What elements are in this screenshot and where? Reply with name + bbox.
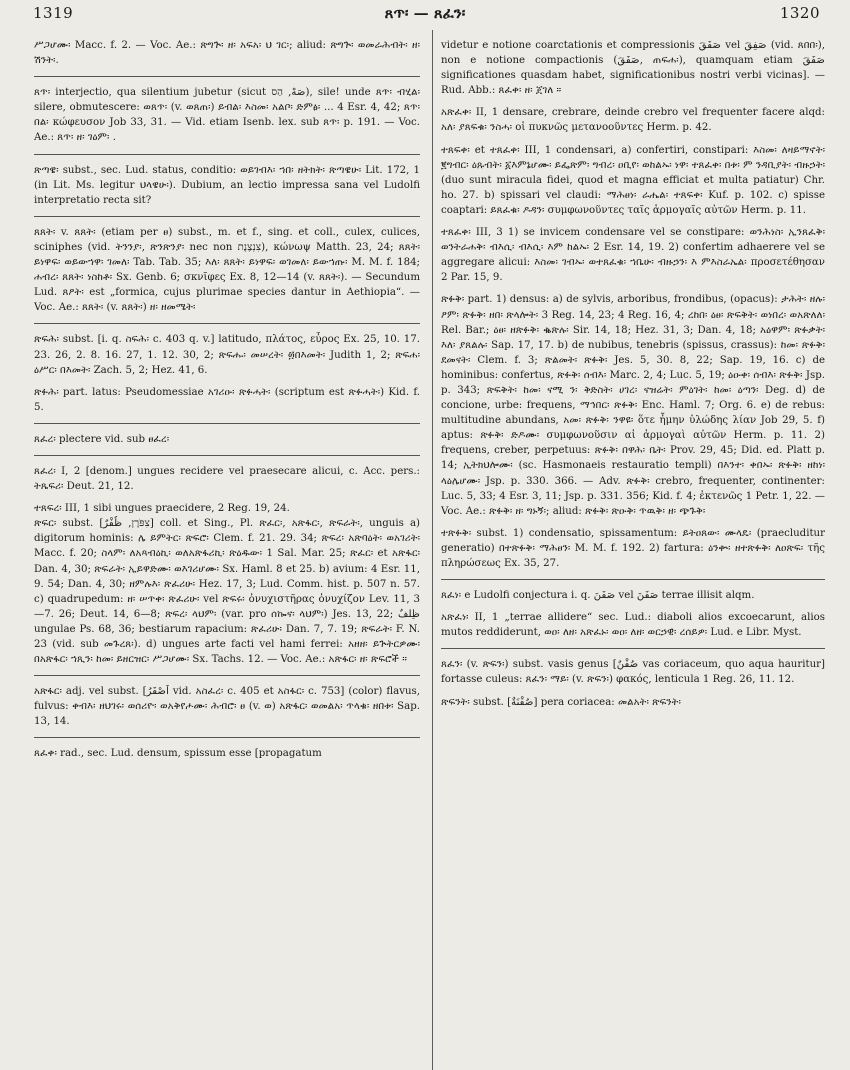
entry-separator-rule (34, 455, 420, 456)
entry-separator-rule (34, 216, 420, 217)
dictionary-entry: አጽፋር፡ adj. vel subst. [اَصْفَرُ vid. አስፈረ፡ c. 405 et አስፋር፡ c. 753] (color) flavus, fulvus: ቀብእ፡ ዘህገሩ፡ ወሰሪዮ፡ ወአቅየሖሙ፡ ሕብሮ፡ ፀ (v. ወ) አጽፋር፡ ወመልአ፡ ጥላቁ፡ ዘበቱ፡ Sap. 13, 14. (34, 686, 420, 728)
dictionary-entry: ጸፈረ፡ I, 2 [denom.] ungues recidere vel praesecare alicui, c. Acc. pers.: ትጼፍሪ፡ Deut. 21, 12. (34, 465, 420, 493)
dictionary-entry: ጽፍር፡ subst. [צִפֹּרֶן, ظُفْرٌ] coll. et Sing., Pl. ጽፈር፡, አጽፋር፡, ጽፍራት፡, unguis a) digitorum hominis: ሌ ይምትር፡ ጽፍሮ፡ Clem. f. 21. 29. 34; ጽፍረ፡ አጽባዕት፡ ወአገሪት፡ Macc. f. 20; ስላም፡ ለአጻብዕኪ፡ ወለአጽፋሪኪ፡ ጽዕዱው፡ 1 Sal. Mar. 25; ጽፈር፡ et አጽፋር፡ Dan. 4, 30; ጽፍራት፡ ኢይዋድሙ፡ ወእገሪሆሙ፡ Sx. Haml. 8 et 25. b) avium: 4 Esr. 11, 9. 54; Dan. 4, 30; ዘምሉእ፡ ጽፈሪሁ፡ Hez. 17, 3; Lud. Comm. hist. p. 507 n. 57. c) quadrupedum: ዘ፡ ሠጥቀ፡ ጽፈሪሁ፡ vel ጽፍሩ፡ ὀνυχιστῆρας ὀνυχίζον Lev. 11, 3—7. 26; Deut. 14, 6—8; ጽፍረ፡ ላህም፡ (var. pro ሰኰና፡ ላህም፡) Jes. 13, 22; ظِلفٌ ungulae Ps. 68, 36; bestiarum rapacium: ጽፈሪሁ፡ Dan. 7, 7. 19; ጽፍራት፡ F. N. 23 (vid. sub መጉረጸ፡). d) ungues arte facti vel hami ferrei: አዘዘ፡ ይጕትርዎሙ፡ በአጽፋር፡ ኀጺን፡ ከመ፡ ይዘርዝር፡ ሥጋሆሙ፡ Sx. Tachs. 12. — Voc. Ae.: አጽፋር፡ ዘ፡ ጽፍሮች ። (34, 518, 420, 666)
left-column (34, 38, 420, 762)
dictionary-entry: ጸጥ፡ interjectio, qua silentium jubetur (sicut صَهْ, הַס), sile! unde ጸጥ፡ ብሂል፡ silere, obmutescere: ወጸጥ፡ (v. ወጸጠ፡) ይብል፡ እስመ፡ አልቦ፡ ድምፅ፡ ... 4 Esr. 4, 42; ጸጥ፡ በል፡ κώφευσον Job 33, 31. — Vid. etiam Isenb. lex. sub ጸጥ፡ p. 191. — Voc. Ae.: ጸጥ፡ ዘ፡ ገዕም፡ . (34, 87, 420, 144)
entry-separator-rule (34, 737, 420, 738)
entry-separator-rule (441, 648, 825, 649)
dictionary-entry: ጽፉሕ፡ part. latus: Pseudomessiae አገሪዑ፡ ጽፉሓት፡ (scriptum est ጽፉሓት፡) Kid. f. 5. (34, 386, 420, 413)
entry-separator-rule (34, 323, 420, 324)
entry-separator-rule (441, 579, 825, 580)
dictionary-entry: ተጸፈቀ፡ III, 3 1) se invicem condensare vel se constipare: ወንሕነስ፡ ኢንጸፈቅ፡ ወንትራሐቅ፡ ብእሲ፡ ብእሲ፡ እም ከልኡ፡ 2 Esr. 14, 19. 2) confertim adhaerere vel se aggregare alicui: እስመ፡ ገብኡ፡ ወተጸፈቁ፡ ኀቤሁ፡ ብዙኃን፡ እ ምእስራኤል፡ προσετέθησαν 2 Par. 15, 9. (441, 227, 825, 284)
dictionary-entry: ጽጣዌ፡ subst., sec. Lud. status, conditio: ወይገብእ፡ ኀበ፡ ዘትክት፡ ጽጣዌሁ፡ Lit. 172, 1 (in Lit. Ms. legitur ህላዌሁ፡). Dubium, an lectio impressa sana vel Ludolfi interpretatio recta sit? (34, 164, 420, 206)
dictionary-entry: ጸፈቀ፡ rad., sec. Lud. densum, spissum esse [propagatum (34, 748, 322, 760)
dictionary-entry: videtur e notione coarctationis et compressionis صَفَقَ vel صَفِقَ (vid. ጸበበ፡), non e notione compactionis (صَفَقَ, ጠፍሐ፡), quamquam etiam صَفَقَ significationes quasdam habet, significationibus nostri verbi vicinas]. — Rud. Abb.: ጸፈቀ፡ ዘ፡ ጀገለ ። (441, 40, 825, 97)
dictionary-entry: ጸፈነ፡ e Ludolfi conjectura i. q. صَفَنَ vel صَفَنَ terrae illisit alqm. (441, 590, 755, 602)
dictionary-entry: ጽፉቅ፡ part. 1) densus: a) de sylvis, arboribus, frondibus, (opacus): ታሕት፡ ዘሉ፡ ዖም፡ ጽፉቅ፡ ዘበ፡ ጽላሎት፡ 3 Reg. 14, 23; 4 Reg. 16, 4; ረከበ፡ ዕፀ፡ ጽፍቅት፡ ወነበረ፡ ወአጽለለ፡ Rel. Bar.; ዕፀ፡ ዘጽፉቅ፡ ቈጽሉ፡ Sir. 14, 18; Hez. 31, 3; Dan. 4, 18; አዕዋም፡ ጽፉቃት፡ እለ፡ ያጸልሉ፡ Sap. 17, 17. b) de nubibus, tenebris (spissus, crassus): ከመ፡ ጽፉቅ፡ ደመናት፡ Clem. f. 3; ጽልመት፡ ጽፉቅ፡ Jes. 5, 30. 8, 22; Sap. 19, 16. c) de hominibus: confertus, ጽፉቅ፡ ሰብእ፡ Marc. 2, 4; Luc. 5, 19; ዕዑቀ፡ ሰብእ፡ ጽፉቅ፡ Jsp. p. 343; ጽፍቅት፡ ከመ፡ ናሚ ን፡ ቅድስት፡ ሀገረ፡ ናዝሬት፡ ምዕገት፡ ከመ፡ ዕጣን፡ Deg. d) de concione, urbe: frequens, ማኅበር፡ ጽፉቅ፡ Enc. Haml. 7; Org. 6. e) de rebus: multitudine abundans, አመ፡ ጽፉቅ፡ ንዋዩ፡ ὅτε ἦμην ὑλώδης λίαν Job 29, 5. f) aptus: ጽፉቅ፡ ድዶሙ፡ συμφωνοῦσιν αἱ ἁρμογαὶ αὐτῶν Herm. p. 11. 2) frequens, creber, perpetuus: ጽፉቅ፡ በዋሕ፡ ቤት፡ Prov. 29, 45; Did. ed. Platt p. 14; ኢትክህሎሙ፡ (sc. Hasmonaeis restauratio templi) በእንተ፡ ቀበኡ፡ ጽፉቅ፡ ዘከነ፡ ላዕሌሆሙ፡ Jsp. p. 330. 366. — Adv. ጽፉቅ፡ crebro, frequenter, continenter: Luc. 5, 33; 4 Esr. 3, 11; Jsp. p. 331. 356; Kid. f. 4; ἐκτενῶς 1 Petr. 1, 22. — Voc. Ae.: ጽፉቅ፡ ዘ፡ ግኑኝ፡; aliud: ጽፉቅ፡ ጽዑቅ፡ ጥዉቅ፡ ዘ፡ ጭጉቅ፡ (441, 294, 825, 517)
dictionary-entry: ሥጋሆሙ፡ Macc. f. 2. — Voc. Ae.: ጽግጕ፡ ዘ፡ አፍአ፡ ህ ገር፡; aliud: ጽግጕ፡ ወመራሕብት፡ ዘ፡ ሽንት፡. (34, 40, 420, 67)
entry-separator-rule (34, 675, 420, 676)
dictionary-entry: ተጸፍረ፡ III, 1 sibi ungues praecidere, 2 Reg. 19, 24. (34, 503, 290, 515)
dictionary-entry: አጽፈነ፡ II, 1 „terrae allidere“ sec. Lud.: diaboli alios excoecarunt, alios mutos reddiderunt, ወዐ፡ ለዘ፡ አጽፈኑ፡ ወዐ፡ ለዘ፡ ወርኃዊ፡ ረሰይዎ፡ Lud. e Libr. Myst. (441, 612, 825, 639)
entry-separator-rule (34, 423, 420, 424)
dictionary-entry: ጸፈን፡ (v. ጽፍን፡) subst. vasis genus [صُفْنٌ vas coriaceum, quo aqua hauritur] fortasse culeus: ጸፈን፡ ማይ፡ (v. ጽፍን፡) φακός, lenticula 1 Reg. 26, 11. 12. (441, 659, 825, 686)
dictionary-entry: አጽፈቀ፡ II, 1 densare, crebrare, deinde crebro vel frequenter facere alqd: አለ፡ ያጸፍቁ፡ ንስሓ፡ οἱ πυκνῶς μετανοοῦντες Herm. p. 42. (441, 107, 825, 134)
page-number-left: 1319 (33, 4, 74, 22)
page-number-right: 1320 (779, 4, 820, 22)
entry-separator-rule (34, 76, 420, 77)
right-column (441, 38, 825, 710)
dictionary-entry: ጽፍንት፡ subst. [صُفْنَةٌ] pera coriacea: መልአት፡ ጽፍንት፡ (441, 696, 681, 708)
dictionary-entry: ተጽፉቅ፡ subst. 1) condensatio, spissamentum: ይትዐጸው፡ ሙላዴ፡ (praecluditur generatio) በተጽፉቅ፡ ማሕፀን፡ M. M. f. 192. 2) fartura: ዕንቍ፡ ዘተጽፉቅ፡ ለዐጽፍ፡ τῆς πληρώσεως Ex. 35, 27. (441, 527, 825, 569)
column-divider (432, 30, 433, 1070)
dictionary-entry: ጸጸት፡ v. ጸጸት፡ (etiam per ፀ) subst., m. et f., sing. et coll., culex, culices, sciniphes (vid. ትንንያ፡, ጽንጽንያ፡ nec non צִנְצֶנֶת), κώνωψ Matth. 23, 24; ጸጸት፡ ይነዋፍ፡ ወይውኀዋ፡ ገመለ፡ Tab. Tab. 35; እለ፡ ጸጸት፡ ይነዋፍ፡ ወገመለ፡ ይውኀጡ፡ M. M. f. 184; ሐብረ፡ ጸጸት፡ ነስከቶ፡ Sx. Genb. 6; σκνῖφες Ex. 8, 12—14 (v. ጸጸት፡). — Secundum Lud. ጸዖት፡ est „formica, cujus plurimae species dantur in Aethiopia“. — Voc. Ae.: ጸጸት፡ (v. ጸጸት፡) ዘ፡ ዘመሜት፡ (34, 226, 420, 314)
dictionary-entry: ጽፍሕ፡ subst. [i. q. ስፍሕ፡ c. 403 q. v.] latitudo, πλάτος, εὖρος Ex. 25, 10. 17. 23. 26, 2. 8. 16. 27, 1. 12. 30, 2; ጽፍሑ፡ መሠረት፡ ፴በእመት፡ Judith 1, 2; ጽፍሐ፡ ዕሥር፡ በእመት፡ Zach. 5, 2; Hez. 41, 6. (34, 334, 420, 376)
dictionary-entry: ጸፈረ፡ plectere vid. sub ፀፈረ፡ (34, 433, 170, 445)
running-head: ጸጥ፡ — ጸፈን፡ (384, 4, 466, 22)
dictionary-entry: ተጸፍቀ፡ et ተጸፈቀ፡ III, 1 condensari, a) confertiri, constipari: እስመ፡ ለዛይማኖት፡ ፪ግብር፡ ዕጹብት፡ ፩እምኔሆሙ፡ ይፌጽም፡ ግብረ፡ ዐቢየ፡ ወከልኡ፡ ነዋ፡ ተጸፈቀ፡ በቱ፡ ም ንዳቢያት፡ ብዙኃት፡ (duo sunt miracula fidei, quod et magna efficiat et multa patiatur) Chr. ho. 27. b) spissari vel claudi: ማሕፀነ፡ ራሔል፡ ተጸፍቀ፡ Kuf. p. 102. c) spisse coaptari: ይጸፈቁ፡ ዶዳን፡ συμφωνοῦντες ταῖς ἁρμογαῖς αὐτῶν Herm. p. 11. (441, 144, 825, 216)
entry-separator-rule (34, 154, 420, 155)
